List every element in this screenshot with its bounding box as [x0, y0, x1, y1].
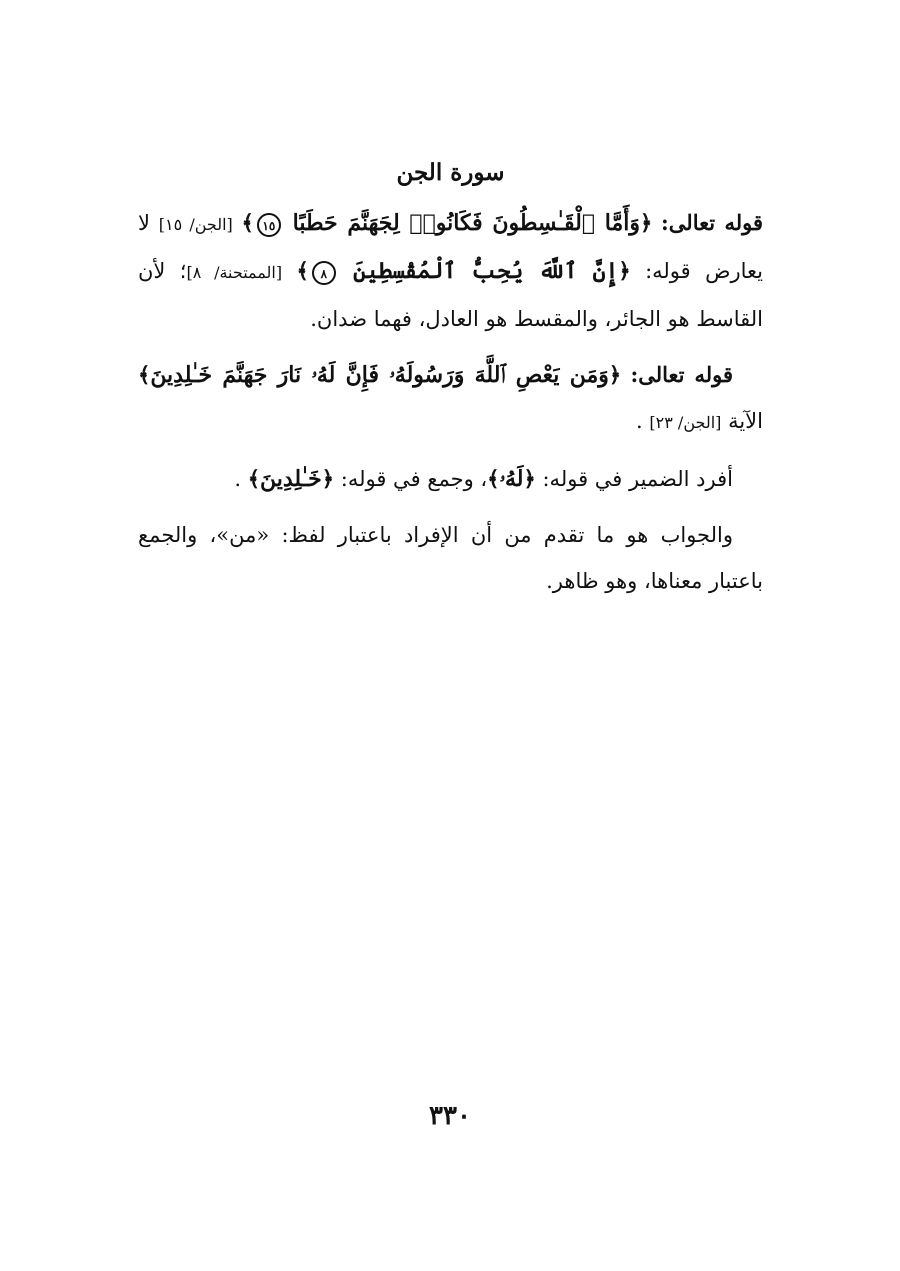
page-body — [138, 150, 763, 614]
verse-reference: [الجن/ ١٥] — [158, 215, 233, 234]
body-text: أفرد الضمير في قوله: — [542, 467, 733, 491]
page-number: ٣٣٠ — [429, 1101, 471, 1131]
ornate-bracket-close: ﴾ — [241, 210, 254, 235]
ornate-bracket-open: ﴿ — [618, 258, 631, 283]
ornate-bracket-open: ﴿ — [523, 466, 536, 491]
paragraph-answer — [138, 512, 763, 604]
period: . — [636, 409, 643, 433]
quran-verse: وَأَمَّا ٱلْقَـٰسِطُونَ فَكَانُوا۟ لِجَهَنَّمَ حَطَبًا — [292, 210, 640, 236]
body-text: الآية — [728, 409, 763, 433]
ornate-bracket-open: ﴿ — [639, 210, 653, 235]
body-text: ؛ لأن القاسط هو الجائر، والمقسط هو العادل، فهما ضدان. — [138, 259, 763, 331]
ayah-number-marker: ١٥ — [257, 213, 281, 237]
ornate-bracket-close: ﴾ — [138, 362, 151, 387]
quran-word: خَـٰلِدِينَ — [260, 466, 322, 492]
ornate-bracket-close: ﴾ — [247, 466, 261, 491]
intro-label: قوله تعالى: — [630, 362, 734, 387]
body-text: والجواب هو ما تقدم من أن الإفراد باعتبار لفظ: «من»، والجمع باعتبار معناها، وهو ظاهر. — [138, 523, 763, 593]
ayah-number-marker: ٨ — [312, 261, 336, 285]
paragraph-man-yasi — [138, 352, 763, 446]
section-title: سورة الجن — [396, 159, 505, 186]
quran-verse: وَمَن يَعْصِ ٱللَّهَ وَرَسُولَهُۥ فَإِنَّ لَهُۥ نَارَ جَهَنَّمَ خَـٰلِدِينَ — [150, 362, 609, 388]
quran-word: لَهُۥ — [499, 466, 524, 492]
paragraph-qasitun — [138, 200, 763, 342]
ornate-bracket-close: ﴾ — [487, 466, 500, 491]
body-text: ، وجمع في قوله: — [340, 467, 488, 491]
verse-reference: [الممتحنة/ ٨] — [186, 263, 283, 282]
intro-label: قوله تعالى: — [661, 210, 763, 235]
verse-reference: [الجن/ ٢٣] — [649, 413, 722, 432]
ornate-bracket-close: ﴾ — [296, 258, 309, 283]
ornate-bracket-open: ﴿ — [321, 466, 335, 491]
body-text: لا يعارض قوله: — [138, 211, 763, 283]
paragraph-pronoun — [138, 456, 763, 502]
quran-verse: إِنَّ ٱللَّهَ يُحِبُّ ٱلْمُقْسِطِينَ — [353, 258, 619, 284]
ornate-bracket-open: ﴿ — [608, 362, 622, 387]
period: . — [234, 467, 242, 491]
